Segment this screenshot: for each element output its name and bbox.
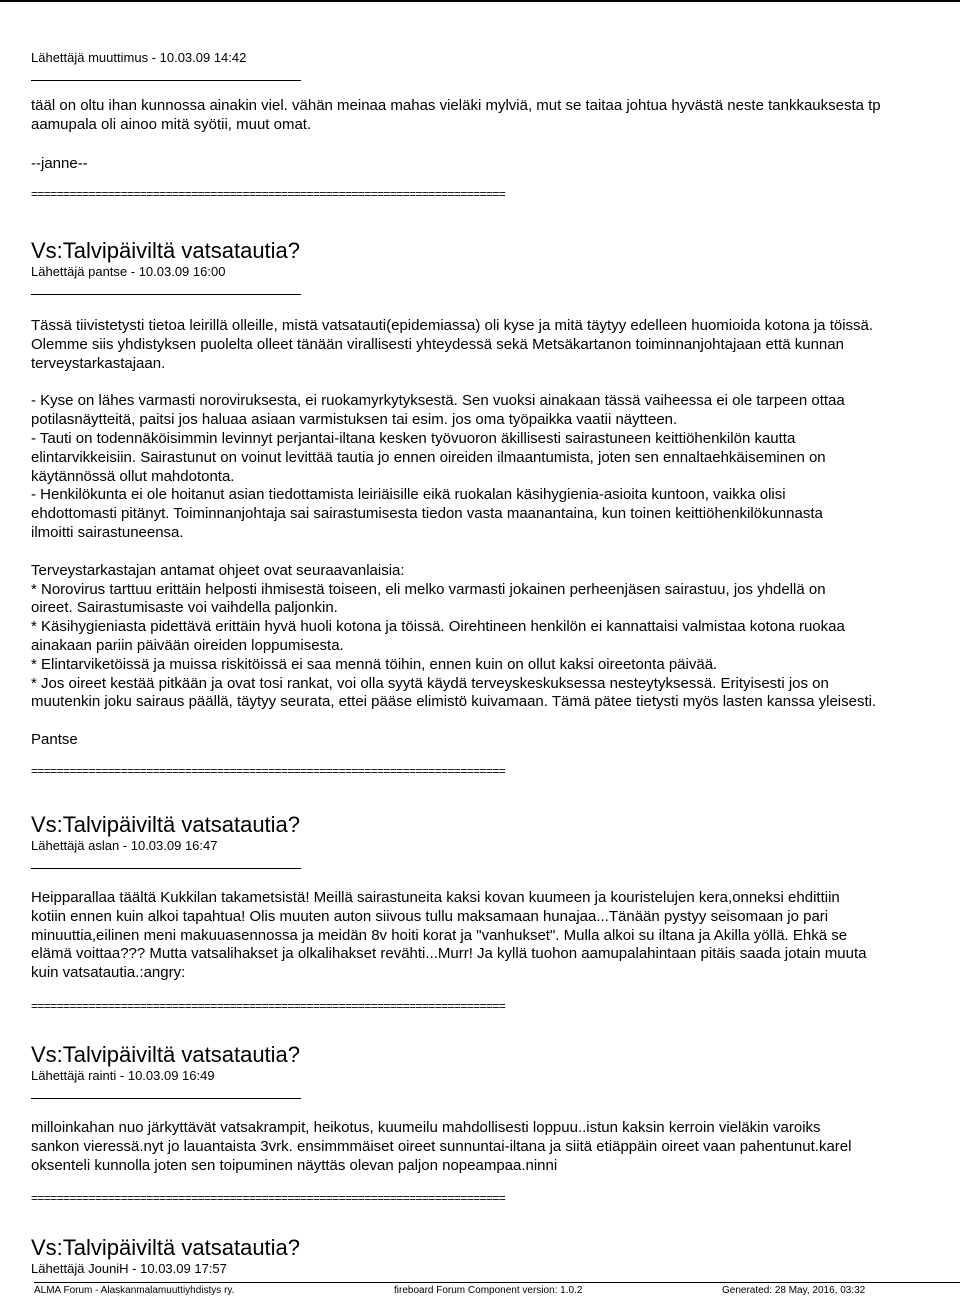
post-separator: ========================================================================== <box>31 763 506 778</box>
post-body: Heipparallaa täältä Kukkilan takametsistä! Meillä sairastuneita kaksi kovan kuumeen ja kouristelujen kera,onneksi ehdittiin kotiin ennen kuin alkoi tapahtua! Olis muuten auton siivous tullu maksamaan hunajaa...Tänään pystyy seisomaan jo pari minuuttia,eilinen meni makuuasennossa ja meidän 8v hoiti korat ja "vanhukset". Mulla alkoi su iltana ja Akilla yöllä. Ehkä se elämä voittaa??? Mutta vatsalihakset ja olkalihakset revähti...Murr! Ja kyllä tuohon aamupalahintaan pitäis saada jotain muuta kuin vatsatautia.:angry: <box>31 889 867 982</box>
post-paragraph-instructions: Terveystarkastajan antamat ohjeet ovat seuraavanlaisia: * Norovirus tarttuu erittäin helposti ihmisestä toiseen, eli melko varmasti jokainen perheenjäsen sairastuu, jos yhdellä on oireet. Sairastumisaste voi vaihdella paljonkin. * Käsihygieniasta pidettävä erittäin hyvä huoli kotona ja töissä. Oirehtineen henkilön ei kannattaisi valmistaa kotona ruokaa ainakaan pariin päivään oireiden loppumisesta. * Elintarviketöissä ja muissa riskitöissä ei saa mennä töihin, ennen kuin on ollut kaksi oireetonta päivää. * Jos oireet kestää pitkään ja ovat tosi rankat, voi olla syytä käydä terveyskeskuksessa nesteytyksessä. Erityisesti jos on muutenkin joku sairaus päällä, täytyy seurata, ettei pääse elimistö kuivamaan. Tämä pätee tietysti myös lasten kanssa yleisesti. <box>31 561 877 711</box>
post-divider <box>31 294 301 295</box>
footer-site-name: ALMA Forum - Alaskanmalamuuttiyhdistys ry. <box>34 1285 235 1296</box>
post-meta: Lähettäjä rainti - 10.03.09 16:49 <box>31 1068 215 1083</box>
post-aslan <box>31 812 866 1013</box>
post-separator: ========================================================================== <box>31 998 506 1013</box>
post-divider <box>31 868 301 869</box>
page-footer <box>34 1282 960 1298</box>
post-title: Vs:Talvipäiviltä vatsatautia? <box>31 1042 301 1067</box>
post-meta: Lähettäjä muuttimus - 10.03.09 14:42 <box>31 50 247 65</box>
post-title: Vs:Talvipäiviltä vatsatautia? <box>31 1235 301 1260</box>
post-meta: Lähettäjä pantse - 10.03.09 16:00 <box>31 264 226 279</box>
post-meta: Lähettäjä aslan - 10.03.09 16:47 <box>31 838 218 853</box>
post-muuttimus <box>31 50 881 201</box>
top-rule <box>0 0 960 2</box>
post-paragraph-details: - Kyse on lähes varmasti noroviruksesta, ei ruokamyrkytyksestä. Sen vuoksi ainakaan tässä vaiheessa ei ole tarpeen ottaa potilasnäytteitä, paitsi jos haluaa asiaan varmistuksen tai esim. jos oma työpaikka vaatii näytteen. - Tauti on todennäköisimmin levinnyt perjantai-iltana kesken työvuoron äkillisesti sairastuneen keittiöhenkilön kautta elintarvikkeisiin. Sairastunut on voinut levittää tautia jo ennen oireiden ilmaantumista, joten sen ennaltaehkäiseminen on käytännössä ollut mahdotonta. - Henkilökunta ei ole hoitanut asian tiedottamista leiriäisille eikä ruokalan käsihygienia-asioita kuntoon, vaikka olisi ehdottomasti pitänyt. Toiminnanjohtaja sai sairastumisesta tiedon vasta maanantaina, kun toinen keittiöhenkilökunnasta ilmoitti sairastuneensa. <box>31 392 845 541</box>
post-meta: Lähettäjä JouniH - 10.03.09 17:57 <box>31 1261 227 1276</box>
post-body: tääl on oltu ihan kunnossa ainakin viel. vähän meinaa mahas vieläki mylviä, mut se taitaa johtua hyvästä neste tankkauksesta tp aamupala oli ainoo mitä syötii, muut omat. <box>31 97 881 133</box>
post-signature: Pantse <box>31 731 78 749</box>
post-body: milloinkahan nuo järkyttävät vatsakrampit, heikotus, kuumeilu mahdollisesti loppuu..istun kaksin kerroin vieläkin varoiks sankon vieressä.nyt jo lauantaista 3vrk. ensimmmäiset oireet sunnuntai-iltana ja siitä etiäppäin oireet vaan pahentunut.karel oksenteli kunnolla joten sen toipuminen näyttäs olevan paljon nopeampaa.ninni <box>31 1119 852 1174</box>
footer-generated-date: Generated: 28 May, 2016, 03:32 <box>722 1285 866 1296</box>
post-paragraph-intro: Tässä tiivistetysti tietoa leirillä olleille, mistä vatsatauti(epidemiassa) oli kyse ja mitä täytyy edelleen huomioida kotona ja töissä. Olemme siis yhdistyksen puolelta olleet tänään virallisesti yhteydessä sekä Metsäkartanon toiminnanjohtajaan että kunnan terveystarkastajaan. <box>31 317 874 372</box>
post-separator: ========================================================================== <box>31 187 506 202</box>
post-separator: ========================================================================== <box>31 1191 506 1206</box>
post-title: Vs:Talvipäiviltä vatsatautia? <box>31 238 301 263</box>
post-signature: --janne-- <box>31 154 88 172</box>
post-pantse <box>31 238 876 778</box>
footer-component-version: fireboard Forum Component version: 1.0.2 <box>394 1285 583 1296</box>
post-divider <box>31 1098 301 1099</box>
post-rainti <box>31 1042 851 1205</box>
post-divider <box>31 80 301 81</box>
post-title: Vs:Talvipäiviltä vatsatautia? <box>31 812 301 837</box>
post-jounih <box>31 1235 300 1277</box>
